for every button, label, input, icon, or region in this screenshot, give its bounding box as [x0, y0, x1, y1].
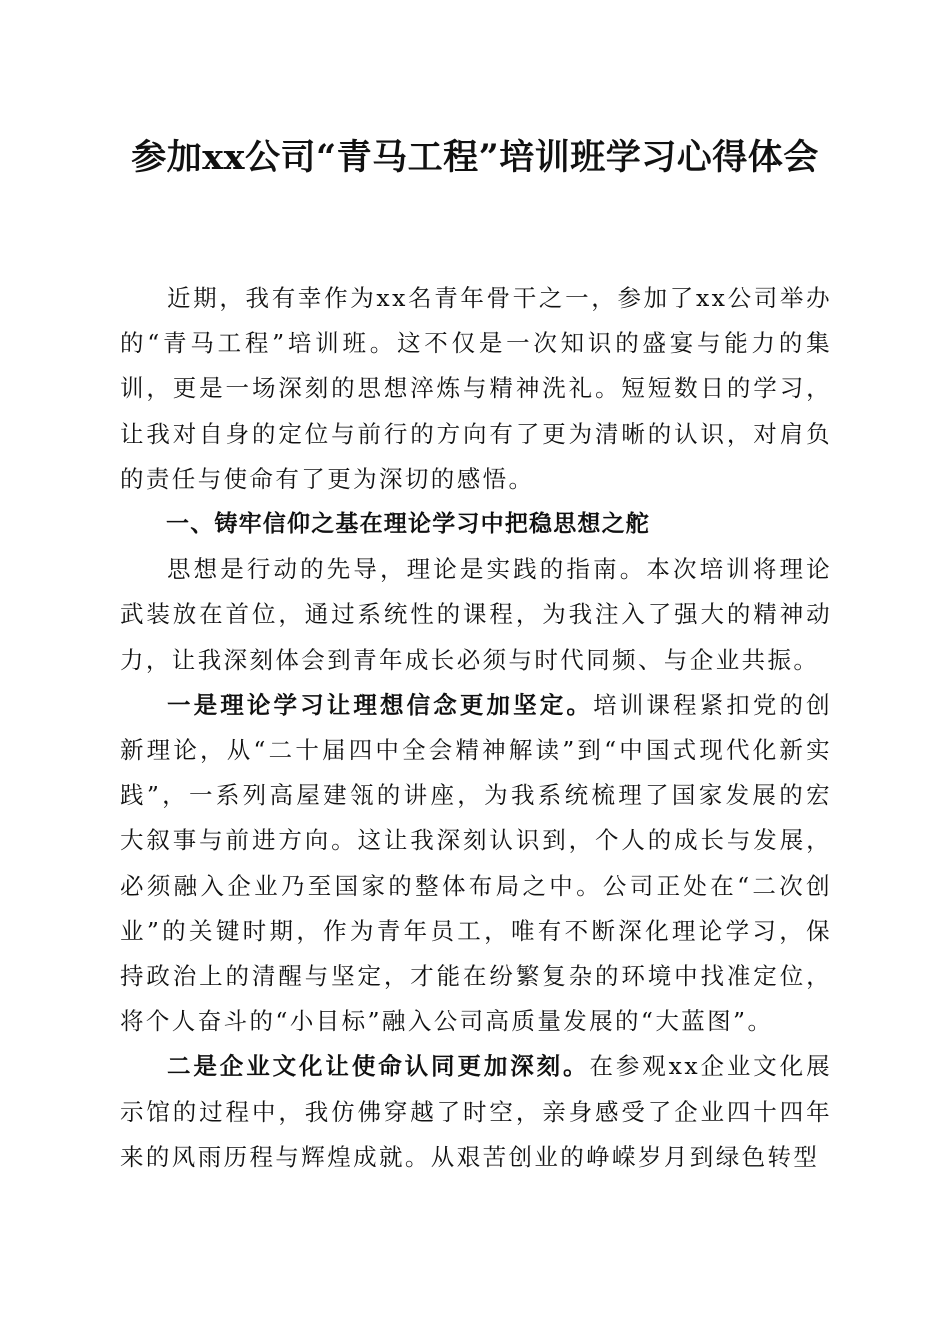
document-body [120, 276, 832, 1180]
intro-paragraph [120, 276, 832, 502]
paragraph-lead: 一是理论学习让理想信念更加坚定。 [167, 690, 594, 719]
paragraph-text: 近期，我有幸作为xx名青年骨干之一，参加了xx公司举办的“青马工程”培训班。这不仅是一次知识的盛宴与能力的集训，更是一场深刻的思想淬炼与精神洗礼。短短数日的学习，让我对自身的定位与前行的方向有了更为清晰的认识，对肩负的责任与使命有了更为深切的感悟。 [120, 284, 832, 493]
paragraph-text: 思想是行动的先导，理论是实践的指南。本次培训将理论武装放在首位，通过系统性的课程，为我注入了强大的精神动力，让我深刻体会到青年成长必须与时代同频、与企业共振。 [120, 555, 832, 674]
point-one-paragraph [120, 683, 832, 1045]
section-heading: 一、铸牢信仰之基在理论学习中把稳思想之舵 [166, 511, 650, 538]
paragraph-text: 培训课程紧扣党的创新理论，从“二十届四中全会精神解读”到“中国式现代化新实践”，一系列高屋建瓴的讲座，为我系统梳理了国家发展的宏大叙事与前进方向。这让我深刻认识到，个人的成长与发展，必须融入企业乃至国家的整体布局之中。公司正处在“二次创业”的关键时期，作为青年员工，唯有不断深化理论学习，保持政治上的清醒与坚定，才能在纷繁复杂的环境中找准定位，将个人奋斗的“小目标”融入公司高质量发展的“大蓝图”。 [120, 690, 832, 1036]
document-title: 参加xx公司“青马工程”培训班学习心得体会 [131, 137, 819, 178]
paragraph-lead: 二是企业文化让使命认同更加深刻。 [167, 1052, 590, 1081]
point-two-paragraph [120, 1044, 832, 1180]
paragraph-text: 在参观xx企业文化展示馆的过程中，我仿佛穿越了时空，亲身感受了企业四十四年来的风雨历程与辉煌成就。从艰苦创业的峥嵘岁月到绿色转型 [120, 1052, 832, 1171]
section-intro-paragraph [120, 547, 832, 683]
